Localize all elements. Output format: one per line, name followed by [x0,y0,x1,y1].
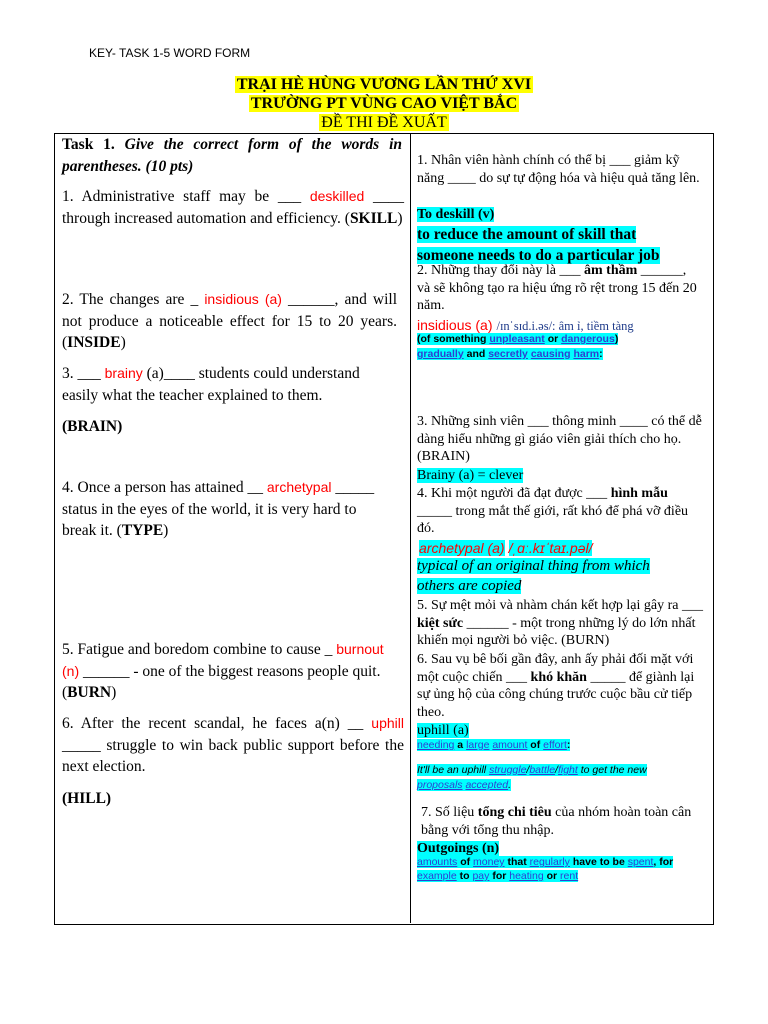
def-2: (of something unpleasant or dangerous) gradually and secretly causing harm: [417,333,619,360]
vn-2: 2. Những thay đổi này là ___ âm thầm ______, và sẽ không tạo ra hiệu ứng rõ rệt trong 15 đến 20 năm. [417,263,697,313]
term-7: Outgoings (n) [417,841,500,856]
title-line-3: ĐỀ THI ĐỀ XUẤT [321,114,447,131]
question-5: 5. Fatigue and boredom combine to cause _ burnout (n) ______ - one of the biggest reasons people quit. (BURN) [62,641,384,701]
def-1: to reduce the amount of skill that someone needs to do a particular job [417,226,660,264]
answer-5: burnout (n) [62,641,384,679]
answer-4: archetypal [266,479,332,495]
question-1: 1. Administrative staff may be ___ deskilled ____ through increased automation and efficiency. (SKILL) [62,188,404,227]
vn-7: 7. Số liệu tổng chi tiêu của nhóm hoàn toàn cân bằng với tổng thu nhập. [421,805,692,838]
task-heading: Task 1. Give the correct form of the words in parentheses. (10 pts) [62,136,402,175]
vn-3: 3. Những sinh viên ___ thông minh ____ có thể dễ dàng hiểu những gì giáo viên giải thích cho họ. (BRAIN) [417,414,702,464]
term-4: archetypal (a) /ˌɑː.kɪˈtaɪ.pəl/ [419,540,593,556]
term-2: insidious (a) /ɪnˈsɪd.i.əs/: âm ỉ, tiềm tàng [417,317,634,333]
column-divider [410,133,411,923]
title-line-1: TRẠI HÈ HÙNG VƯƠNG LẦN THỨ XVI [236,76,532,93]
example-6: It'll be an uphill struggle/battle/fight to get the new proposals accepted. [417,764,647,791]
def-6: needing a large amount of effort: [417,739,571,751]
question-4: 4. Once a person has attained __ archetypal _____ status in the eyes of the world, it is very hard to break it. (TYPE) [62,479,375,539]
vn-5: 5. Sự mệt mỏi và nhàm chán kết hợp lại gây ra ___ kiệt sức ______ - một trong những lý do lớn nhất khiến mọi người bỏ việc. (BURN) [417,598,703,648]
question-2: 2. The changes are _ insidious (a) ______, and will not produce a noticeable effect for 15 to 20 years. (INSIDE) [62,291,398,351]
vn-6: 6. Sau vụ bê bối gần đây, anh ấy phải đối mặt với một cuộc chiến ___ khó khăn _____ để giành lại sự ủng hộ của công chúng trước cuộc bầu cử tiếp theo. [417,652,695,720]
answer-6: uphill [371,715,404,731]
def-4: typical of an original thing from which others are copied [417,558,650,594]
vn-1: 1. Nhân viên hành chính có thể bị ___ giảm kỹ năng ____ do sự tự động hóa và hiệu quả tăng lên. [417,153,700,186]
question-3-word: (BRAIN) [62,418,123,435]
question-6-word: (HILL) [62,790,112,807]
title-line-2: TRƯỜNG PT VÙNG CAO VIỆT BẮC [250,95,518,112]
question-6: 6. After the recent scandal, he faces a(n) __ uphill _____ struggle to win back public support before the next election. [62,715,404,775]
term-1: To deskill (v) [417,207,495,222]
term-6: uphill (a) [417,723,469,738]
def-7: amounts of money that regularly have to be spent, for example to pay for heating or rent [417,856,674,882]
question-3: 3. ___ brainy (a)____ students could understand easily what the teacher explained to them. [62,365,360,404]
answer-1: deskilled [309,188,365,204]
answer-3: brainy [104,365,143,381]
answer-2: insidious (a) [204,291,282,307]
term-3: Brainy (a) = clever [417,468,524,483]
vn-4: 4. Khi một người đã đạt được ___ hình mẫu _____ trong mắt thế giới, rất khó để phá vỡ điều đó. [417,486,689,536]
key-label: KEY- TASK 1-5 WORD FORM [89,46,251,60]
